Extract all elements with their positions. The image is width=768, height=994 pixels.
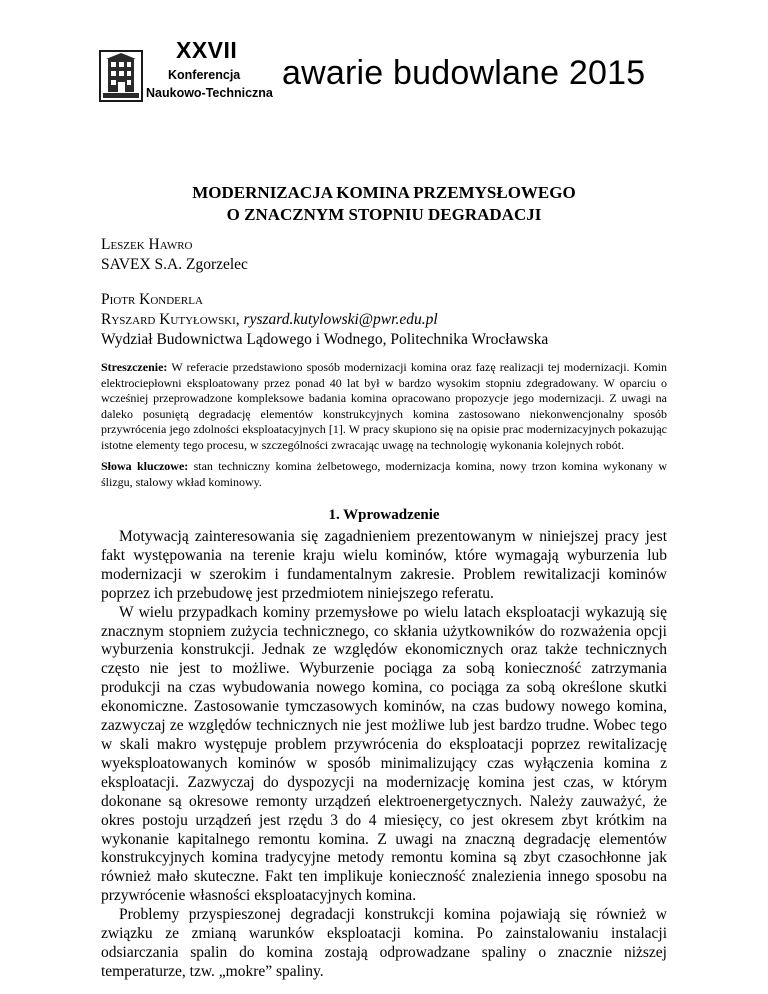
paragraph: W wielu przypadkach kominy przemysłowe po wielu latach eksploatacji wykazują się znacznym stopniem zużycia technicznego, co skłania użytkowników do rozważenia opcji wyburzenia konstrukcji. Jednak ze względów ekonomicznych oraz także technicznych często nie jest to możliwe. Wyburzenie pociąga za sobą konieczność zatrzymania produkcji na czas wybudowania nowego komina, co pociąga za sobą określone skutki ekonomiczne. Zastosowanie tymczasowych kominów, na czas budowy nowego komina, zazwyczaj ze względów technicznych nie jest możliwe lub jest bardzo trudne. Wobec tego w skali makro występuje problem przywrócenia do eksploatacji poprzez rewitalizację wyeksploatowanych kominów w sposób minimalizujący czas wyłączenia komina z eksploatacji. Zazwyczaj do dyspozycji na modernizację komina jest czas, w którym dokonane są okresowe remonty urządzeń elektroenergetycznych. Należy zauważyć, że okres postoju urządzeń jest rzędu 3 do 4 miesięcy, co jest okresem zbyt krótkim na wykonanie kapitalnego remontu komina. Z uwagi na znaczną degradację elementów konstrukcyjnych komina tradycyjne metody remontu komina są zbyt czasochłonne jak również mało skuteczne. Fakt ten implikuje konieczność znalezienia innego sposobu na przywrócenie własności eksploatacyjnych komina. [101,603,667,905]
keywords [101,459,667,490]
affiliation-2: Wydział Budownictwa Lądowego i Wodnego, Politechnika Wrocławska [101,331,549,348]
conference-edition: XXVII [176,37,238,63]
paper-title-line-1: MODERNIZACJA KOMINA PRZEMYSŁOWEGO [192,183,576,202]
conference-series-title: awarie budowlane 2015 [282,54,646,92]
conference-logo [99,50,143,102]
paragraph: Motywacją zainteresowania się zagadnieniem prezentowanym w niniejszej pracy jest fakt występowania na terenie kraju wielu kominów, które wymagają wyburzenia lub modernizacji w szerokim i fundamentalnym zakresie. Problem rewitalizacji kominów poprzez ich przebudowę jest przedmiotem niniejszego referatu. [101,528,667,602]
building-logo-icon [101,52,141,100]
section-heading: 1. Wprowadzenie [328,507,440,523]
conference-type: Naukowo-Techniczna [146,86,273,100]
author-2: Piotr Konderla [101,291,203,308]
author-3: Ryszard Kutyłowski, [101,311,240,328]
abstract [101,360,667,453]
conference-label: Konferencja [168,68,241,82]
author-3-line [101,311,438,329]
abstract-text: W referacie przedstawiono sposób modernizacji komina oraz fazę realizacji tej modernizacji. Komin elektrociepłowni eksploatowany przez ponad 40 lat był w bardzo wysokim stopniu zdegradowany. W oparciu o wcześniej przeprowadzone kompleksowe badania komina opracowano propozycje jego modernizacji. Z uwagi na daleko posuniętą degradację elementów konstrukcyjnych komina zastosowano niekonwencjonalny sposób przywrócenia jego zdolności eksploatacyjnych [1]. W pracy skupiono się na opisie prac modernizacyjnych pokazując istotne elementy tego procesu, w szczególności zwracając uwagę na technologię wykonania kolejnych robót. [101,360,667,452]
paragraph: Problemy przyspieszonej degradacji konstrukcji komina pojawiają się również w związku ze zmianą warunków eksploatacji komina. Po zainstalowaniu instalacji odsiarczania spalin do komina zostają odprowadzane spaliny o znacznie niższej temperaturze, tzw. „mokre” spaliny. [101,906,667,980]
author-3-email[interactable]: ryszard.kutylowski@pwr.edu.pl [243,311,438,328]
abstract-label: Streszczenie: [101,360,168,374]
keywords-label: Słowa kluczowe: [101,459,189,473]
section-body [101,528,667,982]
paper-title-line-2: O ZNACZNYM STOPNIU DEGRADACJI [226,205,542,224]
author-1: Leszek Hawro [101,236,193,253]
affiliation-1: SAVEX S.A. Zgorzelec [101,256,248,273]
keywords-text: stan techniczny komina żelbetowego, modernizacja komina, nowy trzon komina wykonany w ślizgu, stalowy wkład kominowy. [101,459,668,489]
